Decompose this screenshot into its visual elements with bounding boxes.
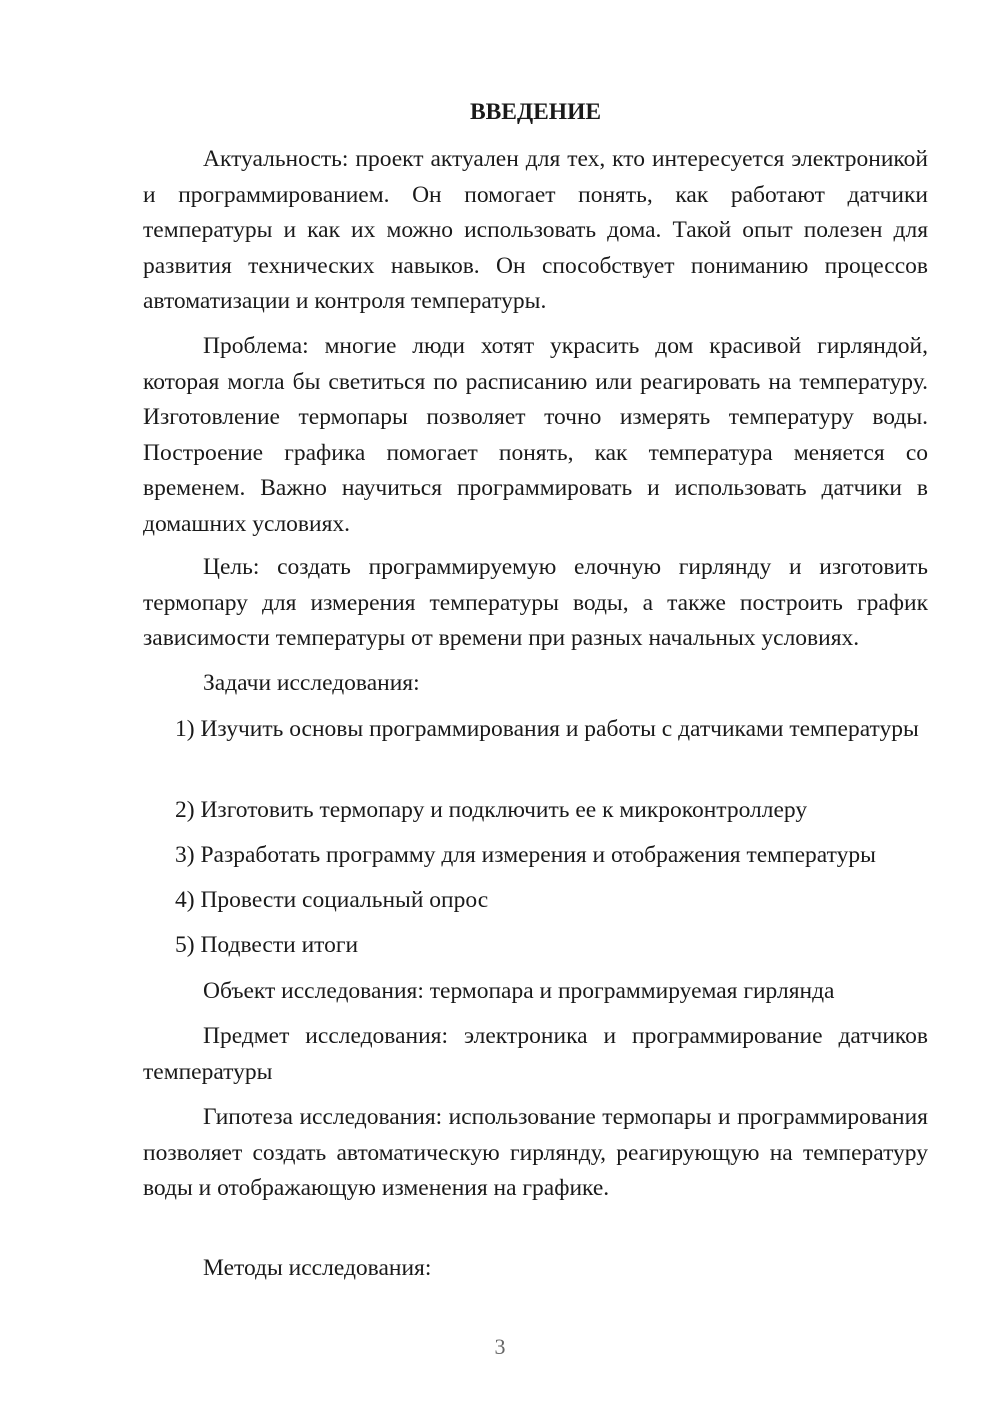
methods-heading: Методы исследования: (203, 1255, 432, 1281)
paragraph-relevance: Актуальность: проект актуален для тех, кто интересуется электроникой и программированием. Он помогает понять, как работают датчики температуры и как их можно использовать дома. Такой опыт полезен для развития технических навыков. Он способствует пониманию процессов автоматизации и контроля температуры. (143, 146, 928, 314)
paragraph-goal: Цель: создать программируемую елочную гирлянду и изготовить термопару для измерения температуры воды, а также построить график зависимости температуры от времени при разных начальных условиях. (143, 554, 928, 651)
section-heading: ВВЕДЕНИЕ (469, 99, 602, 125)
paragraph-problem: Проблема: многие люди хотят украсить дом красивой гирляндой, которая могла бы светиться по расписанию или реагировать на температуру. Изготовление термопары позволяет точно измерять температуру воды. Построение графика помогает понять, как температура меняется со временем. Важно научиться программировать и использовать датчики в домашних условиях. (143, 333, 928, 537)
task-item-4: 4) Провести социальный опрос (175, 887, 489, 913)
page-number: 3 (494, 1334, 506, 1359)
task-item-3: 3) Разработать программу для измерения и отображения температуры (175, 842, 876, 868)
task-item-1: 1) Изучить основы программирования и работы с датчиками температуры (175, 716, 919, 742)
task-item-2: 2) Изготовить термопару и подключить ее к микроконтроллеру (175, 797, 808, 823)
tasks-heading: Задачи исследования: (203, 670, 420, 696)
paragraph-hypothesis: Гипотеза исследования: использование термопары и программирования позволяет создать автоматическую гирлянду, реагирующую на температуру воды и отображающую изменения на графике. (143, 1104, 928, 1201)
task-item-5: 5) Подвести итоги (175, 932, 359, 958)
paragraph-subject: Предмет исследования: электроника и программирование датчиков температуры (143, 1023, 928, 1085)
paragraph-object: Объект исследования: термопара и программируемая гирлянда (203, 978, 835, 1004)
